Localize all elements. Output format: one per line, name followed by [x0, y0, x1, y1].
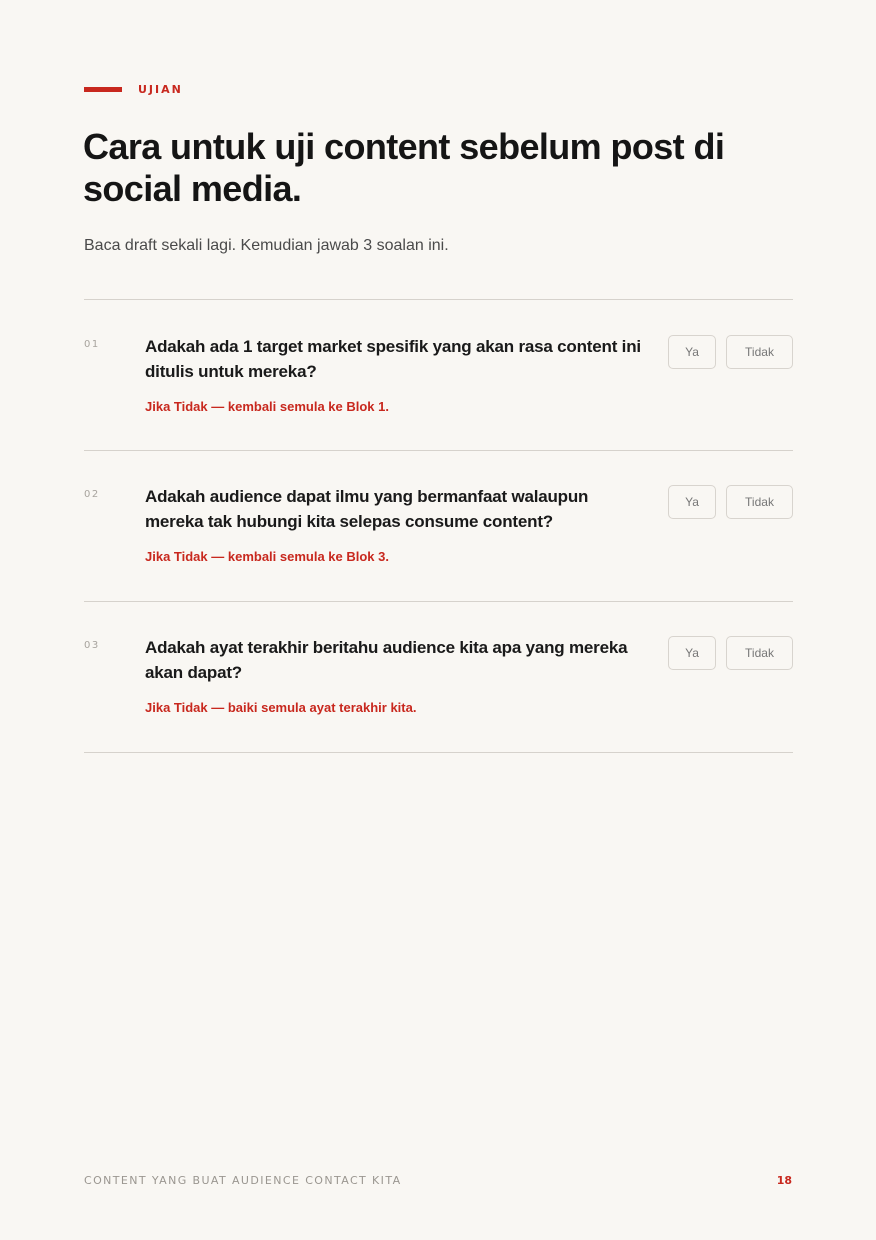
yes-button[interactable]: Ya — [668, 335, 716, 369]
question-text: Adakah audience dapat ilmu yang bermanfaat walaupun mereka tak hubungi kita selepas consume content? — [145, 487, 589, 531]
divider — [84, 450, 793, 451]
accent-bar — [84, 87, 122, 92]
no-button[interactable]: Tidak — [726, 636, 793, 670]
page-title: Cara untuk uji content sebelum post di social media. — [83, 126, 725, 209]
question-note: Jika Tidak — kembali semula ke Blok 3. — [145, 549, 389, 564]
divider — [84, 299, 793, 300]
question-number: 02 — [84, 489, 100, 500]
no-button[interactable]: Tidak — [726, 485, 793, 519]
running-footer-title: CONTENT YANG BUAT AUDIENCE CONTACT KITA — [84, 1174, 402, 1187]
question-item-2 — [84, 484, 793, 594]
yes-button[interactable]: Ya — [668, 636, 716, 670]
question-number: 01 — [84, 339, 100, 350]
yes-button[interactable]: Ya — [668, 485, 716, 519]
divider — [84, 752, 793, 753]
question-note: Jika Tidak — kembali semula ke Blok 1. — [145, 399, 389, 414]
divider — [84, 601, 793, 602]
page-number: 18 — [776, 1174, 792, 1187]
question-number: 03 — [84, 640, 100, 651]
no-button[interactable]: Tidak — [726, 335, 793, 369]
question-item-3 — [84, 635, 793, 745]
question-item-1 — [84, 334, 793, 444]
question-text: Adakah ayat terakhir beritahu audience kita apa yang mereka akan dapat? — [145, 638, 628, 682]
section-eyebrow — [84, 80, 183, 98]
question-text: Adakah ada 1 target market spesifik yang akan rasa content ini ditulis untuk mereka? — [145, 337, 641, 381]
question-note: Jika Tidak — baiki semula ayat terakhir kita. — [145, 700, 417, 715]
section-label: UJIAN — [138, 82, 183, 96]
page-subtitle: Baca draft sekali lagi. Kemudian jawab 3 soalan ini. — [84, 237, 449, 254]
